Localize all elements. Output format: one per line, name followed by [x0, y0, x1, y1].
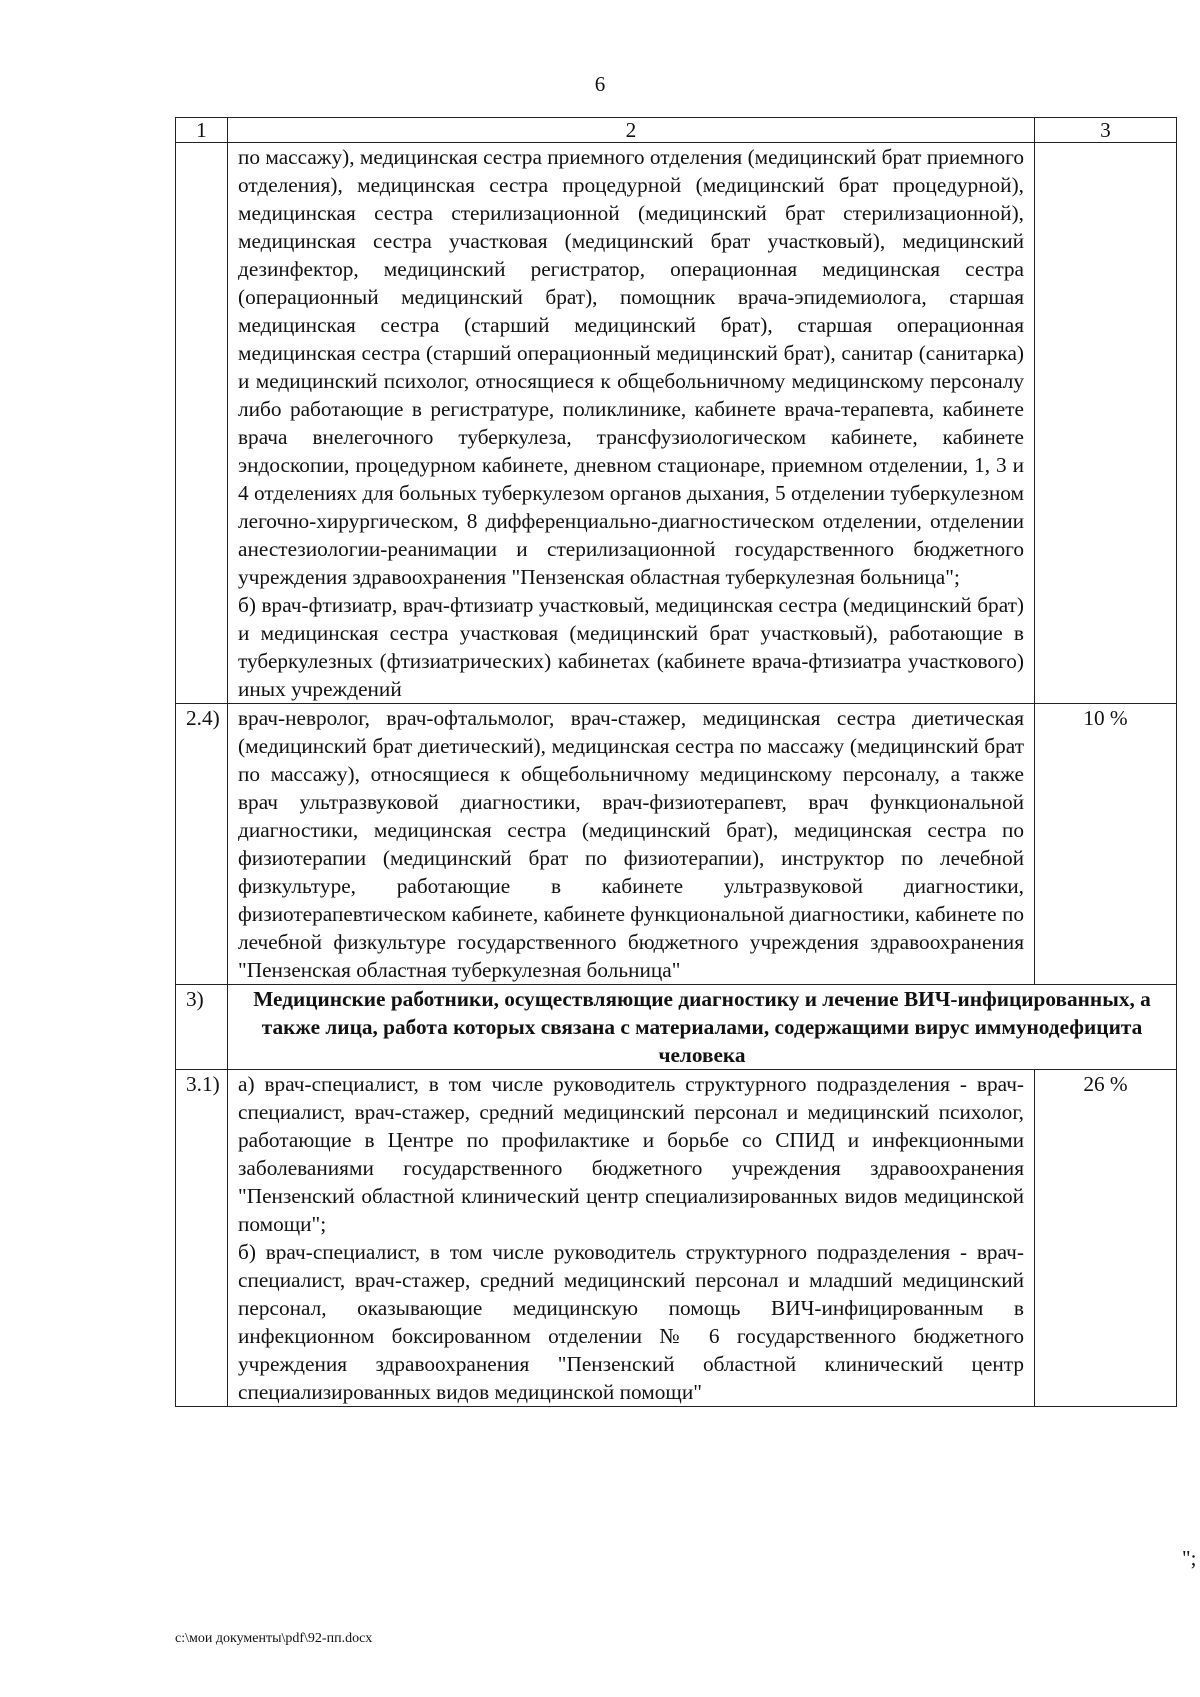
page-number: 6: [594, 72, 606, 96]
paragraph-continued: по массажу), медицинская сестра приемного отделения (медицинский брат приемного отделения), медицинская сестра процедурной (медицинский брат процедурной), медицинская сестра стерилизационной (медицинский брат стерилизационной), медицинская сестра участковая (медицинский брат участковый), медицинский дезинфектор, медицинский регистратор, операционная медицинская сестра (операционный медицинский брат), помощник врача-эпидемиолога, старшая медицинская сестра (старший медицинский брат), старшая операционная медицинская сестра (старший операционный медицинский брат), санитар (санитарка) и медицинский психолог, относящиеся к общебольничному медицинскому персоналу либо работающие в регистратуре, поликлинике, кабинете врача-терапевта, кабинете врача внелегочного туберкулеза, трансфузиологическом кабинете, кабинете эндоскопии, процедурном кабинете, дневном стационаре, приемном отделении, 1, 3 и 4 отделениях для больных туберкулезом органов дыхания, 5 отделении туберкулезном легочно-хирургическом, 8 дифференциально-диагностическом отделении, отделении анестезиологии-реанимации и стерилизационной государственного бюджетного учреждения здравоохранения "Пензенская областная туберкулезная больница";: [238, 145, 1024, 589]
paragraph-b: б) врач-фтизиатр, врач-фтизиатр участковый, медицинская сестра (медицинский брат) и медицинская сестра участковая (медицинский брат участковый), работающие в туберкулезных (фтизиатрических) кабинетах (кабинете врача-фтизиатра участкового) иных учреждений: [238, 593, 1024, 701]
row-number: [176, 143, 228, 704]
paragraph-a: а) врач-специалист, в том числе руководитель структурного подразделения - врач-специалист, врач-стажер, средний медицинский персонал и медицинский психолог, работающие в Центре по профилактике и борьбе со СПИД и инфекционными заболеваниями государственного бюджетного учреждения здравоохранения "Пензенский областной клинический центр специализированных видов медицинской помощи";: [238, 1072, 1024, 1236]
table-header-row: [176, 118, 1177, 143]
section-heading: Медицинские работники, осуществляющие диагностику и лечение ВИЧ-инфицированных, а также лица, работа которых связана с материалами, содержащими вирус иммунодефицита человека: [228, 985, 1177, 1070]
paragraph-b: б) врач-специалист, в том числе руководитель структурного подразделения - врач-специалист, врач-стажер, средний медицинский персонал и младший медицинский персонал, оказывающие медицинскую помощь ВИЧ-инфицированным в инфекционном боксированном отделении № 6 государственного бюджетного учреждения здравоохранения "Пензенский областной клинический центр специализированных видов медицинской помощи": [238, 1240, 1024, 1404]
row-description: [228, 143, 1035, 704]
row-description: врач-невролог, врач-офтальмолог, врач-стажер, медицинская сестра диетическая (медицинский брат диетический), медицинская сестра по массажу (медицинский брат по массажу), относящиеся к общебольничному медицинскому персоналу, а также врач ультразвуковой диагностики, врач-физиотерапевт, врач функциональной диагностики, медицинская сестра (медицинский брат), медицинская сестра по физиотерапии (медицинский брат по физиотерапии), инструктор по лечебной физкультуре, работающие в кабинете ультразвуковой диагностики, физиотерапевтическом кабинете, кабинете функциональной диагностики, кабинете по лечебной физкультуре государственного бюджетного учреждения здравоохранения "Пензенская областная туберкулезная больница": [228, 704, 1035, 985]
header-cell-3: 3: [1035, 118, 1177, 143]
row-description: [228, 1070, 1035, 1407]
table-row-3-1: [176, 1070, 1177, 1407]
table-row-continuation: [176, 143, 1177, 704]
table-row-section-3: [176, 985, 1177, 1070]
header-cell-1: 1: [176, 118, 228, 143]
footer-file-path: c:\мои документы\pdf\92-пп.docx: [175, 1631, 373, 1646]
closing-quote-mark: ";: [1182, 1546, 1197, 1570]
header-cell-2: 2: [228, 118, 1035, 143]
row-number: 3): [176, 985, 228, 1070]
row-percent: 10 %: [1035, 704, 1177, 985]
row-percent: 26 %: [1035, 1070, 1177, 1407]
row-percent: [1035, 143, 1177, 704]
row-number: 3.1): [176, 1070, 228, 1407]
allowance-table: [175, 117, 1177, 1407]
row-number: 2.4): [176, 704, 228, 985]
table-row-2-4: [176, 704, 1177, 985]
